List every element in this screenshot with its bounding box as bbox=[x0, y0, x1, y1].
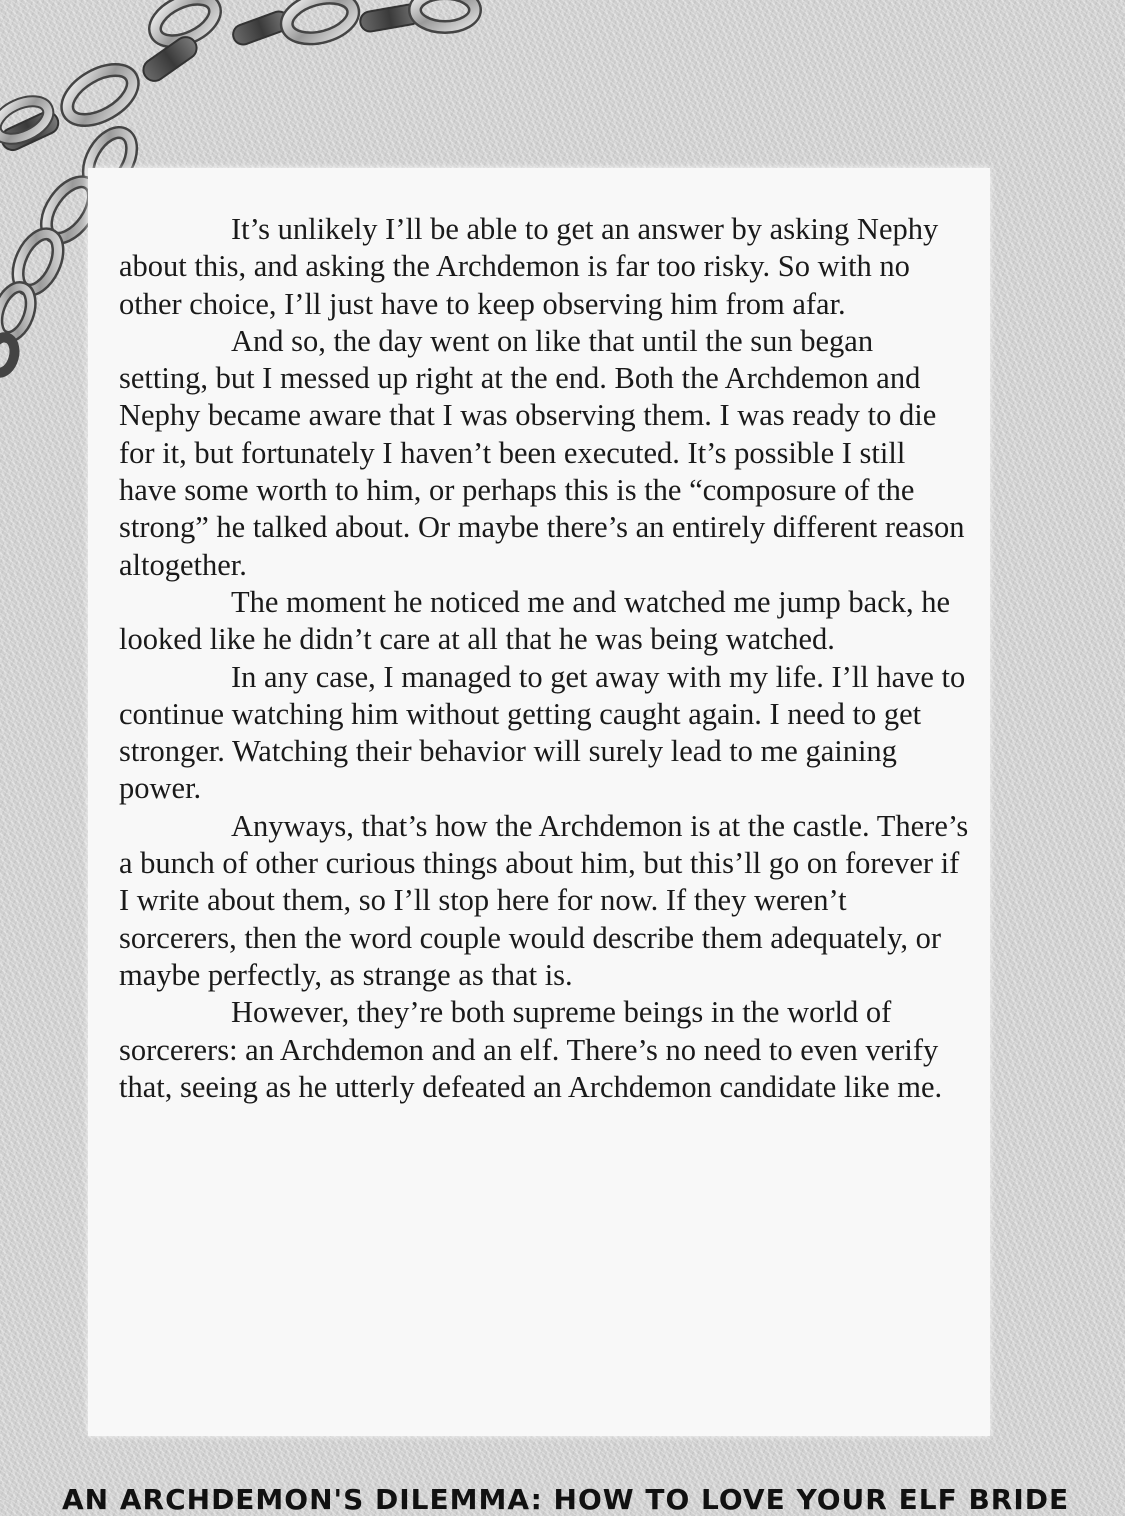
paragraph: Anyways, that’s how the Archdemon is at the castle. There’s a bunch of other curious things about him, but this’ll go on forever if I write about them, so I’ll stop here for now. If they weren’t sorcerers, then the word couple would describe them adequately, or maybe perfectly, as strange as that is. bbox=[119, 808, 969, 992]
paragraph: In any case, I managed to get away with my life. I’ll have to continue watching him without getting caught again. I need to get stronger. Watching their behavior will surely lead to me gaining power. bbox=[119, 659, 966, 806]
paragraph: And so, the day went on like that until the sun began setting, but I messed up right at the end. Both the Archdemon and Nephy became aware that I was observing them. I was ready to die for it, but fortunately I haven’t been executed. It’s possible I still have some worth to him, or perhaps this is the “composure of the strong” he talked about. Or maybe there’s an entirely different reason altogether. bbox=[119, 323, 965, 582]
paragraph: It’s unlikely I’ll be able to get an answer by asking Nephy about this, and asking the Archdemon is far too risky. So with no other choice, I’ll just have to keep observing him from afar. bbox=[119, 212, 939, 321]
paragraph: However, they’re both supreme beings in the world of sorcerers: an Archdemon and an elf. There’s no need to even verify that, seeing as he utterly defeated an Archdemon candidate like me. bbox=[119, 995, 943, 1104]
body-text bbox=[119, 211, 969, 1106]
book-title-footer: AN ARCHDEMON'S DILEMMA: HOW TO LOVE YOUR ELF BRIDE bbox=[62, 1483, 1070, 1516]
paragraph: The moment he noticed me and watched me jump back, he looked like he didn’t care at all that he was being watched. bbox=[119, 584, 951, 657]
